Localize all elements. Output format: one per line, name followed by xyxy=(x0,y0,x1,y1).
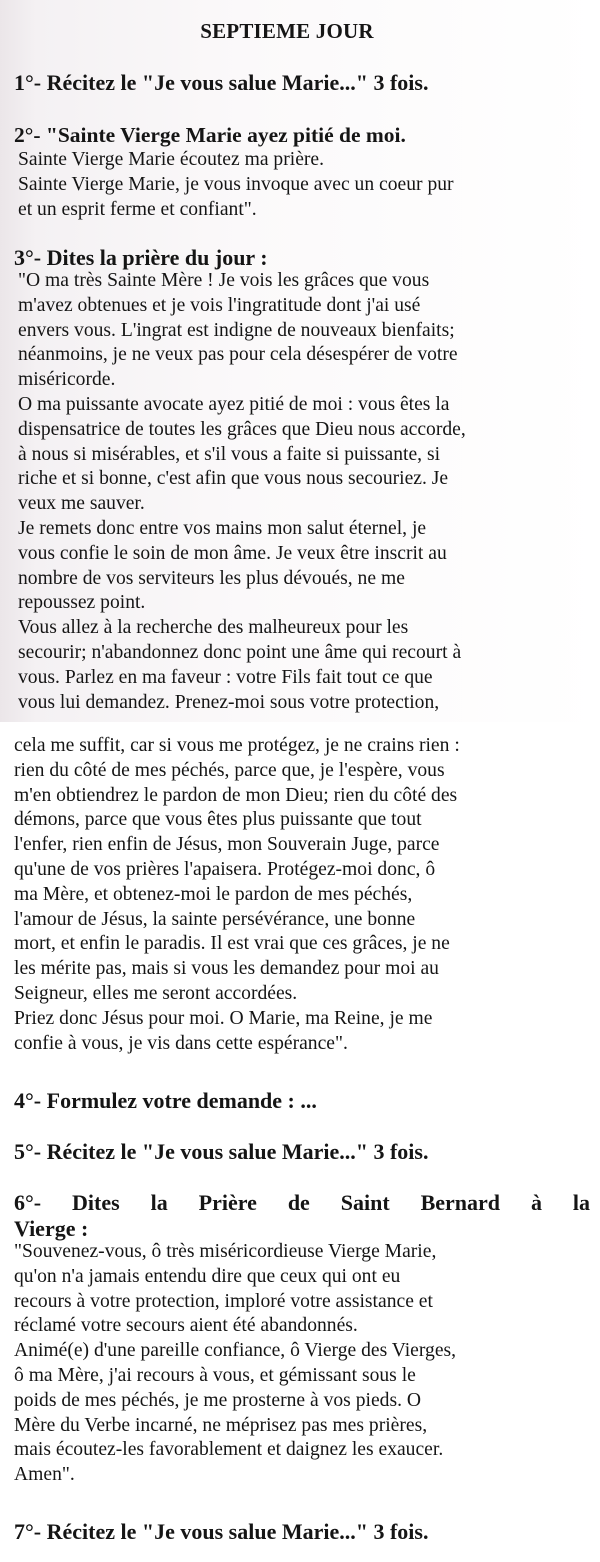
heading-word: 6°- xyxy=(14,1190,42,1215)
prayer-line: Amen". xyxy=(14,1464,75,1486)
prayer-line: repoussez point. xyxy=(18,592,146,614)
prayer-line: Animé(e) d'une pareille confiance, ô Vierge des Vierges, xyxy=(14,1340,457,1362)
prayer-line: vous. Parlez en ma faveur : votre Fils fait tout ce que xyxy=(18,666,433,688)
heading-word: de xyxy=(287,1190,310,1215)
step-3-prayer-bottom xyxy=(14,734,586,1056)
prayer-line: mort, et enfin le paradis. Il est vrai que ces grâces, je ne xyxy=(14,933,450,955)
heading-word: la xyxy=(572,1190,590,1215)
prayer-line: mais écoutez-les favorablement et daignez les exaucer. xyxy=(14,1439,444,1461)
prayer-line: confie à vous, je vis dans cette espérance". xyxy=(14,1032,348,1054)
prayer-line: Vous allez à la recherche des malheureux pour les xyxy=(18,617,409,639)
step-1-heading: 1°- Récitez le "Je vous salue Marie..." 3 fois. xyxy=(14,70,429,95)
step-2-text xyxy=(18,148,586,222)
prayer-line: "O ma très Sainte Mère ! Je vois les grâces que vous xyxy=(18,270,430,291)
prayer-line: secourir; n'abandonnez donc point une âme qui recourt à xyxy=(18,641,462,663)
step-5-heading: 5°- Récitez le "Je vous salue Marie..." 3 fois. xyxy=(14,1139,429,1164)
prayer-line: ô ma Mère, j'ai recours à vous, et gémissant sous le xyxy=(14,1364,416,1386)
step-7-heading: 7°- Récitez le "Je vous salue Marie..." 3 fois. xyxy=(14,1519,429,1544)
step-6-heading-line: Vierge : xyxy=(14,1216,89,1241)
heading-word: Dites xyxy=(72,1190,120,1215)
prayer-line: ma Mère, et obtenez-moi le pardon de mes péchés, xyxy=(14,883,413,905)
heading-word: Prière xyxy=(198,1190,257,1215)
prayer-line: l'enfer, rien enfin de Jésus, mon Souverain Juge, parce xyxy=(14,834,440,856)
prayer-line: cela me suffit, car si vous me protégez, je ne crains rien : xyxy=(14,735,460,756)
prayer-line: miséricorde. xyxy=(18,369,116,391)
prayer-line: dispensatrice de toutes les grâces que Dieu nous accorde, xyxy=(18,418,466,440)
prayer-line: recours à votre protection, imploré votre assistance et xyxy=(14,1290,433,1312)
page-title: SEPTIEME JOUR xyxy=(200,19,374,43)
step-3-heading: 3°- Dites la prière du jour : xyxy=(14,245,268,270)
step-6-prayer xyxy=(14,1240,586,1488)
step-3-prayer-top xyxy=(18,269,586,715)
prayer-line: vous lui demandez. Prenez-moi sous votre protection, xyxy=(18,691,440,713)
prayer-line: "Souvenez-vous, ô très miséricordieuse Vierge Marie, xyxy=(14,1241,437,1262)
prayer-line: veux me sauver. xyxy=(18,493,145,515)
prayer-line: envers vous. L'ingrat est indigne de nouveaux bienfaits; xyxy=(18,319,455,341)
prayer-line: Priez donc Jésus pour moi. O Marie, ma Reine, je me xyxy=(14,1007,433,1029)
heading-word: à xyxy=(530,1190,542,1215)
prayer-line: néanmoins, je ne veux pas pour cela désespérer de votre xyxy=(18,344,458,366)
step-6-heading xyxy=(14,1190,590,1242)
step-2-line: et un esprit ferme et confiant". xyxy=(18,198,257,220)
step-2-line: Sainte Vierge Marie écoutez ma prière. xyxy=(18,149,325,170)
step-4-heading: 4°- Formulez votre demande : ... xyxy=(14,1088,317,1113)
prayer-line: Mère du Verbe incarné, ne méprisez pas mes prières, xyxy=(14,1414,428,1436)
prayer-line: m'en obtiendrez le pardon de mon Dieu; rien du côté des xyxy=(14,784,458,806)
prayer-line: démons, parce que vous êtes plus puissante que tout xyxy=(14,809,422,831)
prayer-line: m'avez obtenues et je vois l'ingratitude dont j'ai usé xyxy=(18,294,421,316)
prayer-line: Je remets donc entre vos mains mon salut éternel, je xyxy=(18,517,427,539)
prayer-line: nombre de vos serviteurs les plus dévoués, ne me xyxy=(18,567,405,589)
prayer-line: poids de mes péchés, je me prosterne à vos pieds. O xyxy=(14,1389,422,1411)
heading-word: Saint xyxy=(340,1190,390,1215)
heading-word: Bernard xyxy=(420,1190,501,1215)
prayer-line: à nous si misérables, et s'il vous a faite si puissante, si xyxy=(18,443,441,465)
prayer-line: vous confie le soin de mon âme. Je veux être inscrit au xyxy=(18,542,447,564)
step-2-heading: 2°- "Sainte Vierge Marie ayez pitié de moi. xyxy=(14,123,406,147)
prayer-line: qu'une de vos prières l'apaisera. Protégez-moi donc, ô xyxy=(14,858,436,880)
prayer-line: l'amour de Jésus, la sainte persévérance, une bonne xyxy=(14,908,416,930)
prayer-line: Seigneur, elles me seront accordées. xyxy=(14,982,298,1004)
prayer-line: réclamé votre secours aient été abandonnés. xyxy=(14,1315,358,1337)
prayer-line: rien du côté de mes péchés, parce que, je l'espère, vous xyxy=(14,759,445,781)
prayer-line: les mérite pas, mais si vous les demandez pour moi au xyxy=(14,958,439,980)
step-2-line: Sainte Vierge Marie, je vous invoque avec un coeur pur xyxy=(18,173,454,195)
prayer-line: O ma puissante avocate ayez pitié de moi : vous êtes la xyxy=(18,393,450,415)
prayer-line: riche et si bonne, c'est afin que vous nous secouriez. Je xyxy=(18,468,449,490)
prayer-line: qu'on n'a jamais entendu dire que ceux qui ont eu xyxy=(14,1265,401,1287)
heading-word: la xyxy=(150,1190,168,1215)
step-6-heading-line xyxy=(14,1190,590,1216)
